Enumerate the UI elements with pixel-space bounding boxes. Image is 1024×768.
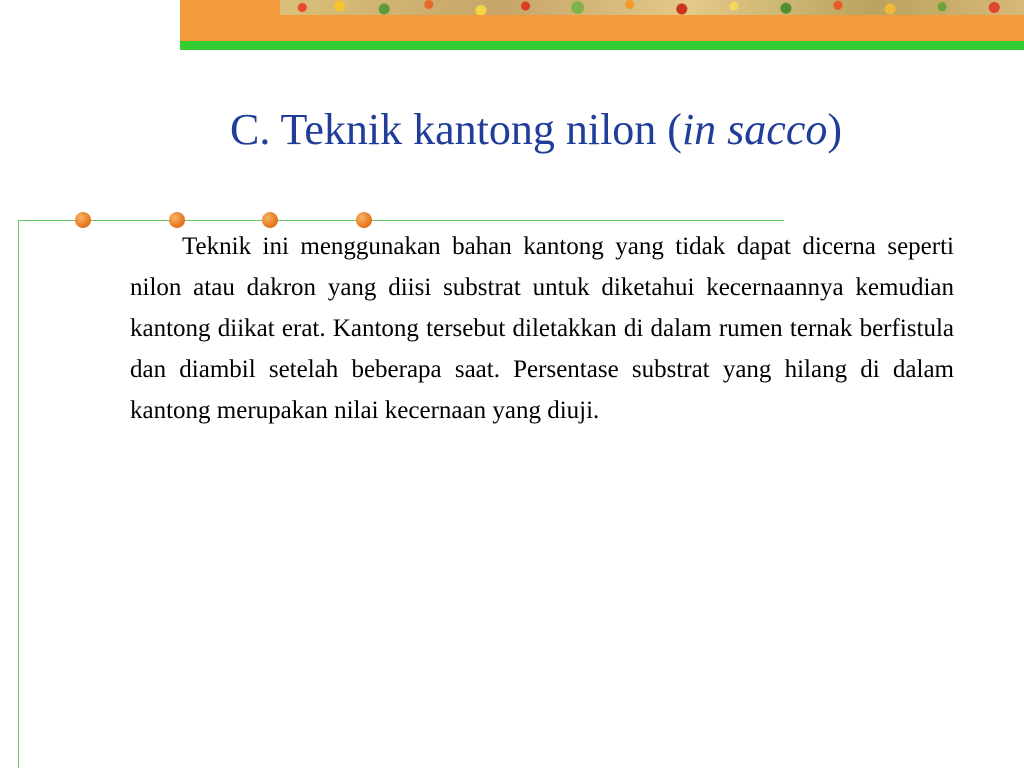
title-suffix: )	[827, 105, 843, 154]
banner-flower-image	[280, 0, 1024, 15]
slide-title	[0, 104, 1024, 155]
title-prefix: C. Teknik kantong nilon (	[229, 105, 682, 154]
body-paragraph: Teknik ini menggunakan bahan kantong yang tidak dapat dicerna seperti nilon atau dakron yang diisi substrat untuk diketahui kecernaannya kemudian kantong diikat erat. Kantong tersebut diletakkan di dalam rumen ternak berfistula dan diambil setelah beberapa saat. Persentase substrat yang hilang di dalam kantong merupakan nilai kecernaan yang diuji.	[130, 233, 954, 424]
banner-green-stripe	[180, 41, 1024, 50]
title-italic: in sacco	[681, 105, 828, 154]
frame-top-line	[18, 220, 784, 221]
frame-left-line	[18, 220, 19, 768]
top-banner	[180, 0, 1024, 50]
decorative-dot	[75, 212, 91, 228]
